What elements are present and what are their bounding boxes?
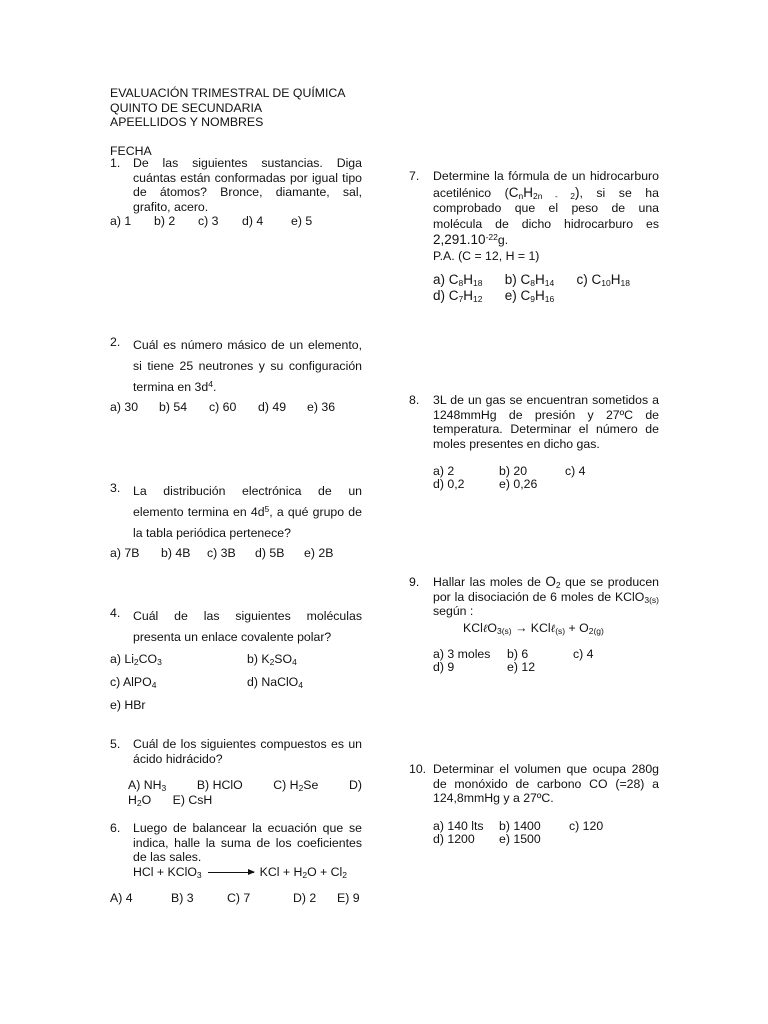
subscript: 3	[157, 657, 162, 667]
superscript: 5	[264, 504, 270, 514]
option-d: d) 0,2	[433, 477, 465, 491]
option-d: d) 5B	[255, 546, 285, 560]
date-line: FECHA	[110, 143, 152, 158]
subscript: 8	[530, 278, 536, 288]
option-d: d) 1200	[433, 831, 475, 846]
question-2	[110, 335, 362, 415]
option-b: b) 1400	[499, 818, 541, 833]
answer-options	[409, 648, 659, 674]
oxygen: O	[545, 574, 556, 589]
option-b: b) 54	[159, 400, 188, 414]
text-part-3: según :	[433, 604, 474, 618]
option-b	[505, 272, 573, 288]
subscript: 3	[196, 869, 202, 880]
subscript: 3(s)	[497, 625, 512, 636]
option-b-text: SO	[274, 652, 293, 666]
subscript: 2	[555, 580, 561, 590]
option-b: B) HClO	[196, 778, 243, 792]
option-a-text: a) C	[433, 272, 459, 287]
subscript: 2	[133, 657, 139, 667]
option-c	[577, 272, 630, 287]
question-6	[110, 821, 362, 906]
option-d: d) 49	[258, 400, 287, 414]
option-a-text: A) NH	[128, 778, 162, 792]
option-c: c) 4	[573, 647, 594, 661]
answer-options	[110, 891, 362, 906]
script-l: ℓ	[482, 621, 488, 635]
option-c: c) 3B	[207, 546, 236, 560]
question-1	[110, 156, 362, 229]
exam-title: EVALUACIÓN TRIMESTRAL DE QUÍMICA	[110, 86, 346, 100]
option-a	[110, 652, 247, 667]
question-number: 4.	[110, 606, 121, 620]
subscript: 2n - 2	[532, 190, 575, 201]
question-text: De las siguientes sustancias. Diga cuántas están conformadas por igual tipo de átomos? Bronce, diamante, sal, grafito, acero.	[133, 156, 362, 214]
question-text	[133, 481, 362, 544]
option-e: e) 0,26	[499, 477, 538, 491]
option-a: a) 140 lts	[433, 818, 484, 833]
option-d-text: d) C	[433, 288, 459, 303]
question-text	[433, 169, 659, 249]
option-e-text: e) C	[504, 288, 531, 303]
equation-product: KCl	[530, 620, 551, 635]
option-e: e) 5	[291, 214, 313, 228]
option-c: c) 3	[198, 214, 219, 228]
option-b: b) 4B	[161, 546, 191, 560]
question-number: 6.	[110, 821, 121, 835]
spacer	[110, 130, 346, 144]
formula-c: C	[508, 184, 519, 200]
subscript: 14	[544, 278, 555, 288]
subscript: 3	[161, 783, 167, 793]
chemical-equation	[409, 621, 659, 637]
subscript: 8	[458, 278, 464, 288]
question-8	[409, 393, 659, 491]
question-9	[409, 575, 659, 674]
question-number: 8.	[409, 393, 420, 407]
option-c	[273, 778, 318, 793]
formula-h: H	[523, 184, 533, 200]
option-d-text: H	[128, 792, 137, 807]
equation-products: KCl + H	[259, 864, 303, 879]
subscript: 4	[151, 680, 157, 690]
subscript: 3(s)	[644, 594, 659, 605]
mass-unit: g.	[497, 233, 509, 247]
question-number: 9.	[409, 575, 420, 589]
question-text: 3L de un gas se encuentran sometidos a 1248mmHg de presión y 27ºC de temperatura. Determinar el número de moles presentes en dicho gas.	[433, 393, 659, 451]
equation-reactant: KCl	[463, 620, 483, 635]
option-b: b) 2	[154, 214, 176, 228]
answer-options	[110, 214, 362, 229]
question-number: 1.	[110, 156, 121, 170]
option-e: e) HBr	[110, 698, 146, 712]
question-number: 2.	[110, 335, 121, 349]
subscript: 10	[601, 278, 611, 288]
equation-reactant: O	[487, 620, 497, 635]
question-text	[433, 575, 659, 619]
equation-products: O + Cl	[307, 864, 343, 879]
option-d: d) 4	[242, 214, 264, 228]
subscript: (s)	[555, 625, 566, 636]
text-part: Cuál es número másico de un elemento, si tiene 25 neutrones y su configuración termina en 3d	[133, 338, 362, 394]
name-line: APEELLIDOS Y NOMBRES	[110, 115, 264, 129]
option-b: B) 3	[171, 891, 194, 905]
answer-options	[110, 400, 362, 415]
answer-options	[409, 272, 659, 304]
text-end: .	[212, 380, 217, 394]
subscript: 4	[292, 657, 297, 667]
option-b	[247, 652, 367, 667]
equation-reactants: HCl + KClO	[133, 864, 197, 879]
option-c-text: c) C	[576, 272, 602, 287]
arrow-icon	[208, 872, 254, 873]
option-d-text: O	[141, 792, 152, 807]
formula-close: )	[574, 184, 580, 200]
grade-line: QUINTO DE SECUNDARIA	[110, 100, 263, 115]
text-part: Determine la fórmula de un hidrocarburo acetilénico (	[433, 169, 659, 200]
question-text: Determinar el volumen que ocupa 280g de monóxido de carbono CO (=28) a 124,8mmHg y a 27ºC.	[433, 762, 659, 805]
answer-options	[409, 820, 659, 846]
formula	[509, 185, 580, 200]
subscript: 18	[620, 278, 630, 288]
question-number: 10.	[409, 762, 427, 776]
question-5	[110, 737, 362, 807]
subscript: 2	[269, 657, 275, 667]
atomic-weights: P.A. (C = 12, H = 1)	[433, 248, 540, 263]
superscript: 4	[208, 379, 213, 389]
question-10	[409, 762, 659, 846]
subscript: 2	[298, 783, 304, 793]
option-e: e) 12	[507, 660, 536, 674]
option-c-text: H	[610, 272, 621, 287]
superscript: -22	[485, 232, 498, 242]
option-a-text: a) Li	[110, 652, 134, 666]
option-c-text: Se	[303, 778, 319, 792]
question-4	[110, 606, 362, 713]
question-number: 7.	[409, 169, 420, 183]
question-number: 3.	[110, 481, 121, 495]
subscript: 12	[473, 294, 483, 304]
option-d: d) 9	[433, 660, 455, 674]
subscript: 18	[473, 278, 483, 288]
option-e: e) 2B	[304, 546, 334, 560]
option-d	[433, 288, 501, 304]
option-a	[433, 272, 501, 288]
exam-header	[110, 86, 346, 158]
option-e: E) 9	[337, 891, 360, 905]
option-d-label: D)	[348, 778, 362, 792]
option-a: a) 2	[433, 464, 455, 478]
option-a: a) 3 moles	[433, 647, 491, 661]
option-e: e) 1500	[499, 831, 541, 846]
text-part-2: , a qué grupo de la tabla periódica pertenece?	[133, 505, 362, 540]
option-c: c) 4	[565, 464, 586, 478]
option-b: b) 20	[499, 464, 528, 478]
option-a: a) 30	[110, 400, 139, 414]
option-a: A) 4	[110, 891, 133, 905]
subscript: 2	[342, 869, 348, 880]
option-c: c) 120	[569, 818, 604, 833]
question-text	[133, 335, 362, 398]
option-a: a) 1	[110, 214, 132, 228]
text-part-2: que se producen por la disociación de 6 moles de KClO	[433, 575, 660, 604]
option-c-text: C) H	[273, 778, 299, 792]
question-text: Cuál de los siguientes compuestos es un ácido hidrácido?	[133, 737, 362, 766]
text-part-2: , si se ha comprobado que el peso de una molécula de dicho hidrocarburo es	[433, 185, 659, 231]
answer-options	[110, 546, 362, 561]
subscript: 2	[302, 869, 308, 880]
question-number: 5.	[110, 737, 121, 751]
subscript: 16	[544, 294, 555, 304]
chemical-equation	[110, 865, 362, 880]
answer-options	[110, 652, 362, 713]
option-a	[128, 778, 166, 793]
question-3	[110, 481, 362, 561]
subscript: 4	[298, 680, 303, 690]
option-a-text: CO	[138, 652, 158, 666]
equation-product: + O	[568, 620, 589, 635]
subscript: 7	[458, 294, 464, 304]
option-b-text: H	[535, 272, 545, 287]
script-l: ℓ	[550, 621, 556, 635]
option-b-text: b) C	[504, 272, 531, 287]
option-e-text: H	[535, 288, 545, 303]
option-e	[505, 288, 554, 303]
option-d-text: H	[463, 288, 473, 303]
option-a-text: H	[463, 272, 473, 287]
option-c: C) 7	[227, 891, 251, 905]
option-a: a) 7B	[110, 546, 140, 560]
question-7	[409, 169, 659, 304]
subscript: 9	[530, 294, 536, 304]
option-d	[247, 675, 367, 690]
answer-options	[110, 778, 362, 807]
subscript: 2(g)	[588, 625, 604, 636]
arrow-icon: →	[515, 620, 528, 635]
mass-value: 2,291.10	[433, 232, 486, 247]
question-text: Cuál de las siguientes moléculas presenta un enlace covalente polar?	[133, 609, 362, 644]
text-part: La distribución electrónica de un elemento termina en 4d	[133, 484, 362, 519]
subscript: n	[518, 190, 524, 201]
option-c-text: c) AlPO	[110, 675, 152, 689]
text-part: Hallar las moles de	[433, 575, 546, 589]
option-e: E) CsH	[172, 792, 213, 807]
option-c	[110, 675, 247, 690]
answer-options	[409, 465, 659, 491]
option-d-text: d) NaClO	[247, 675, 299, 689]
option-d	[128, 793, 151, 807]
option-b-text: b) K	[247, 652, 270, 666]
option-b: b) 6	[507, 647, 529, 661]
option-d: D) 2	[293, 891, 317, 905]
question-text: Luego de balancear la ecuación que se indica, halle la suma de los coeficientes de las sales.	[133, 821, 362, 864]
option-e: e) 36	[307, 400, 336, 414]
subscript: 2	[136, 797, 142, 808]
option-c: c) 60	[209, 400, 237, 414]
